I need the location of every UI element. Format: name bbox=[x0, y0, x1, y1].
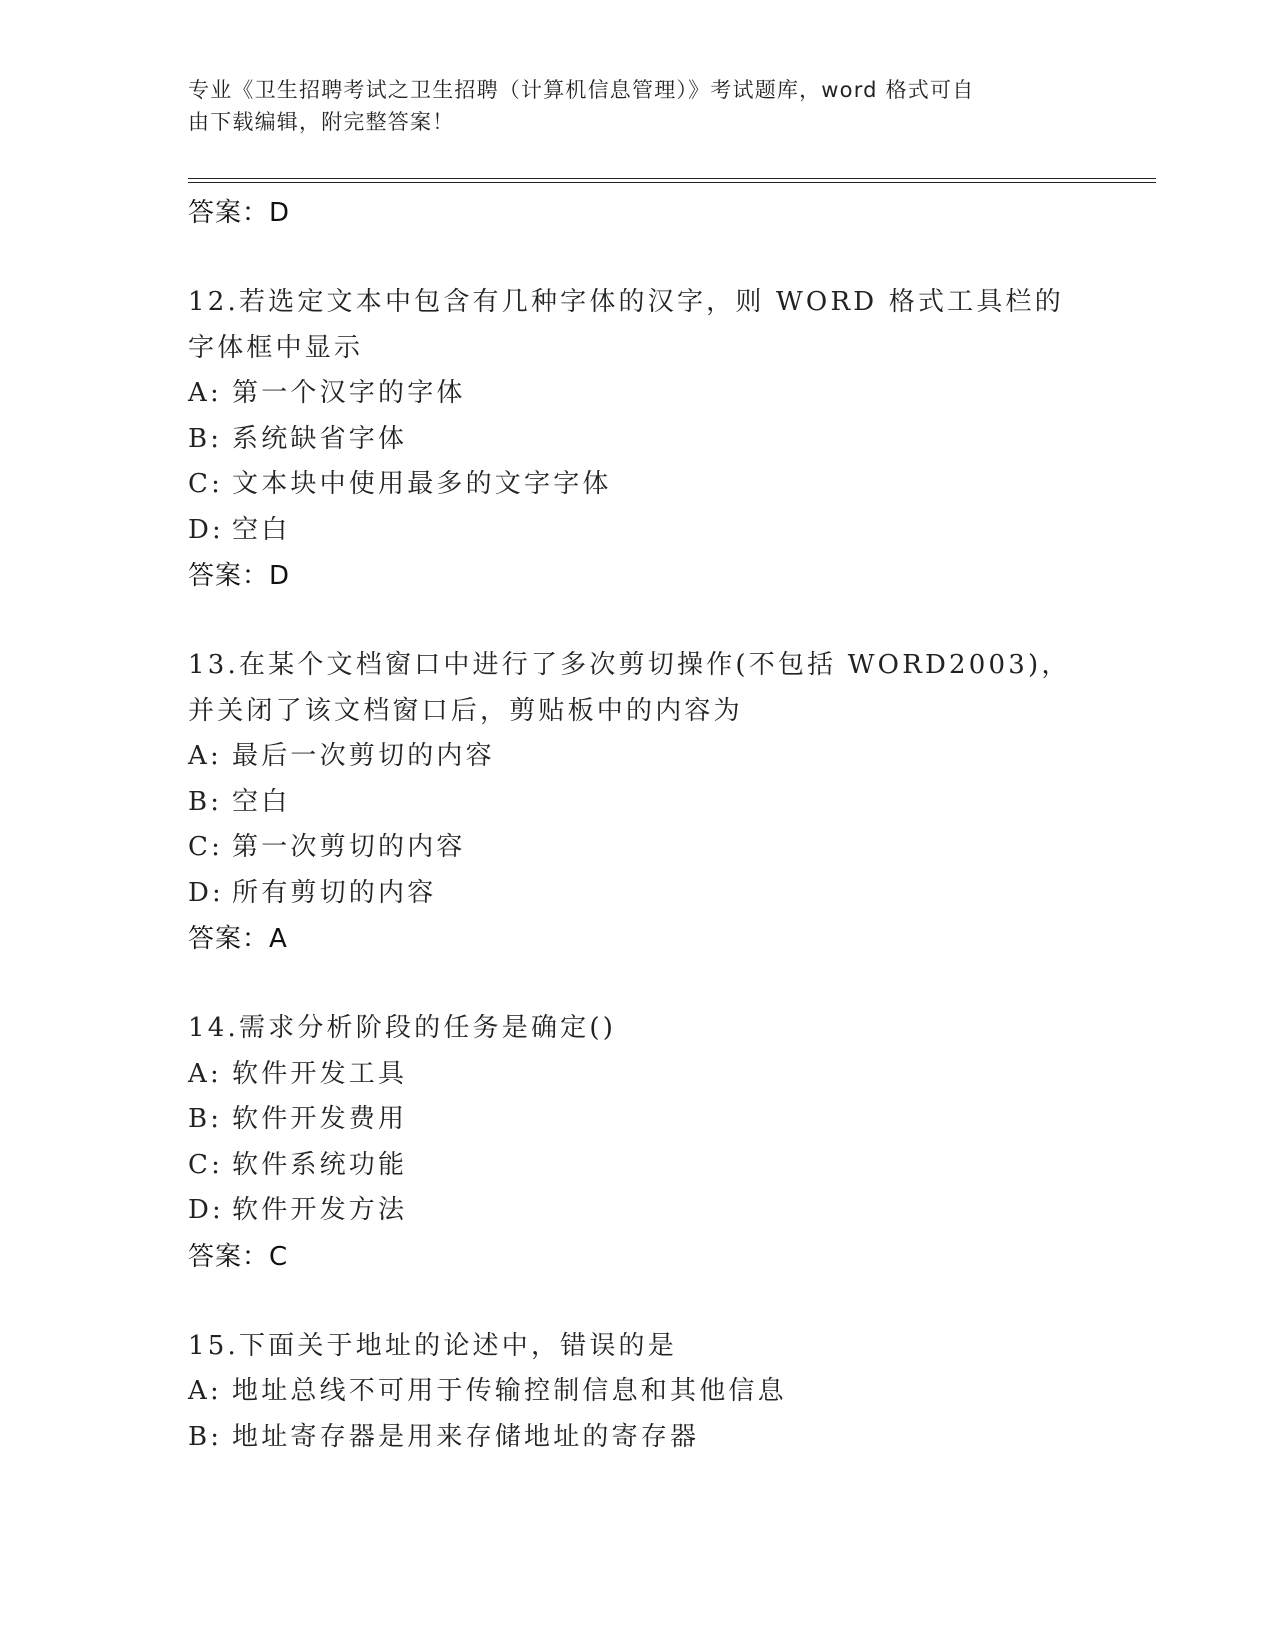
question-14 bbox=[188, 1006, 1088, 1280]
document-header bbox=[188, 74, 1088, 138]
option-letter: D: bbox=[188, 1195, 225, 1225]
option-c bbox=[188, 1143, 1088, 1189]
spacer bbox=[188, 1280, 1088, 1324]
option-letter: B: bbox=[188, 1421, 223, 1452]
option-d bbox=[188, 508, 1088, 554]
previous-answer: 答案：D bbox=[188, 198, 291, 228]
option-c bbox=[188, 462, 1088, 508]
option-text: 所有剪切的内容 bbox=[232, 877, 437, 908]
option-text: 软件开发费用 bbox=[232, 1104, 408, 1134]
header-divider bbox=[188, 178, 1156, 183]
answer-label: 答案：C bbox=[188, 1241, 289, 1272]
answer-label: 答案：D bbox=[188, 561, 291, 591]
option-text: 最后一次剪切的内容 bbox=[232, 741, 495, 771]
option-b bbox=[188, 1415, 1088, 1461]
option-text: 地址寄存器是用来存储地址的寄存器 bbox=[232, 1421, 700, 1452]
spacer bbox=[188, 962, 1088, 1006]
option-text: 软件开发方法 bbox=[232, 1195, 408, 1225]
option-letter: B: bbox=[188, 786, 223, 817]
option-b bbox=[188, 1097, 1088, 1143]
spacer bbox=[188, 236, 1088, 280]
option-a bbox=[188, 1369, 1088, 1415]
header-title-line-2: 由下载编辑，附完整答案！ bbox=[188, 110, 455, 134]
option-text: 系统缺省字体 bbox=[232, 423, 408, 454]
option-b bbox=[188, 780, 1088, 826]
option-letter: C: bbox=[188, 1149, 224, 1180]
question-15 bbox=[188, 1324, 1088, 1461]
option-d bbox=[188, 1188, 1088, 1234]
option-letter: D: bbox=[188, 877, 225, 908]
option-a bbox=[188, 1052, 1088, 1098]
question-list bbox=[188, 187, 1088, 1460]
option-text: 软件系统功能 bbox=[232, 1149, 408, 1180]
option-c bbox=[188, 825, 1088, 871]
option-letter: D: bbox=[188, 514, 225, 545]
question-text: 15.下面关于地址的论述中，错误的是 bbox=[188, 1330, 677, 1361]
option-a bbox=[188, 371, 1088, 417]
question-text: 13.在某个文档窗口中进行了多次剪切操作(不包括 WORD2003)，并关闭了该文档窗口后，剪贴板中的内容为 bbox=[188, 650, 1071, 726]
option-letter: C: bbox=[188, 469, 224, 499]
option-letter: A: bbox=[188, 378, 222, 408]
option-text: 第一个汉字的字体 bbox=[232, 378, 466, 408]
option-text: 软件开发工具 bbox=[232, 1058, 408, 1089]
option-text: 空白 bbox=[232, 786, 291, 817]
answer-label: 答案：A bbox=[188, 924, 288, 954]
option-letter: B: bbox=[188, 1104, 223, 1134]
option-letter: A: bbox=[188, 741, 222, 771]
question-13 bbox=[188, 643, 1088, 962]
option-letter: B: bbox=[188, 423, 223, 454]
spacer bbox=[188, 599, 1088, 643]
question-12 bbox=[188, 280, 1088, 599]
option-d bbox=[188, 871, 1088, 917]
option-letter: A: bbox=[188, 1058, 222, 1089]
option-text: 空白 bbox=[232, 514, 291, 545]
option-text: 第一次剪切的内容 bbox=[232, 832, 466, 862]
option-a bbox=[188, 734, 1088, 780]
question-text: 14.需求分析阶段的任务是确定() bbox=[188, 1013, 617, 1043]
option-text: 文本块中使用最多的文字字体 bbox=[232, 469, 612, 499]
option-letter: A: bbox=[188, 1376, 222, 1406]
question-text: 12.若选定文本中包含有几种字体的汉字，则 WORD 格式工具栏的字体框中显示 bbox=[188, 287, 1064, 363]
header-title-line-1: 专业《卫生招聘考试之卫生招聘（计算机信息管理）》考试题库，word 格式可自 bbox=[188, 78, 975, 102]
option-text: 地址总线不可用于传输控制信息和其他信息 bbox=[232, 1376, 787, 1406]
option-b bbox=[188, 417, 1088, 463]
option-letter: C: bbox=[188, 832, 224, 862]
